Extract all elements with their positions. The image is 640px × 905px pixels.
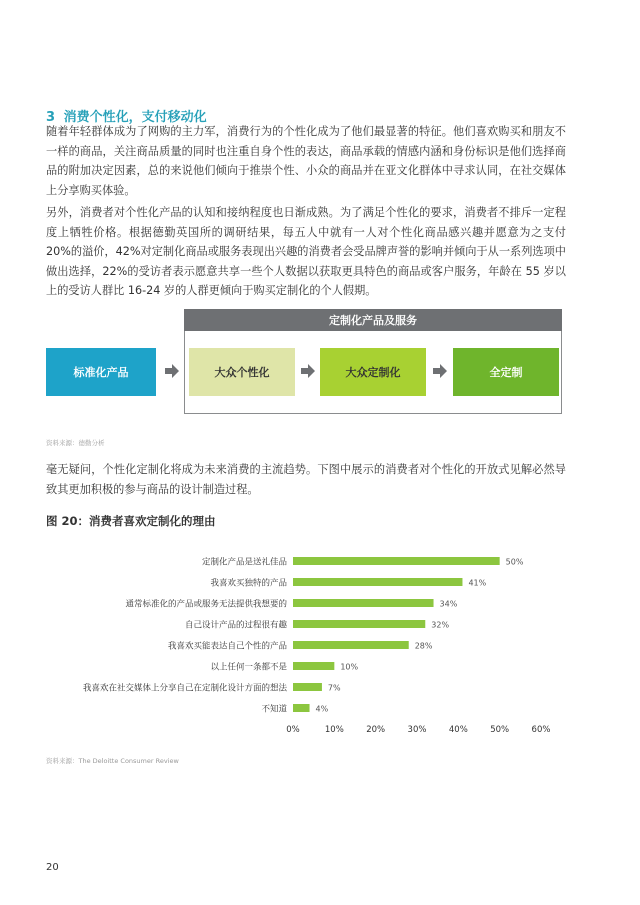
- page-number: 20: [46, 862, 59, 873]
- value-label: 4%: [315, 704, 329, 714]
- bar: [293, 662, 334, 670]
- diagram-box-mass-personalization: 大众个性化: [189, 348, 295, 396]
- x-tick-label: 40%: [448, 725, 468, 735]
- source-note-1: 资料来源：德勤分析: [46, 439, 105, 447]
- paragraph-3: 毫无疑问，个性化定制化将成为未来消费的主流趋势。下图中展示的消费者对个性化的开放式见解必然导致其更加积极的参与商品的设计制造过程。: [46, 463, 566, 496]
- value-label: 50%: [505, 557, 524, 567]
- arrow-right-icon: [432, 363, 448, 379]
- x-tick-label: 10%: [324, 725, 344, 735]
- diagram-box-mass-customization: 大众定制化: [320, 348, 426, 396]
- x-tick-label: 20%: [366, 725, 386, 735]
- value-label: 34%: [439, 599, 458, 609]
- value-label: 10%: [340, 662, 359, 672]
- category-label: 我喜欢买能表达自己个性的产品: [167, 641, 287, 652]
- bar: [293, 578, 462, 586]
- figure-title: 图 20：消费者喜欢定制化的理由: [46, 514, 216, 528]
- category-label: 我喜欢买独特的产品: [210, 578, 287, 589]
- value-label: 32%: [431, 620, 450, 630]
- bar: [293, 704, 310, 712]
- bar: [293, 641, 409, 649]
- value-label: 28%: [414, 641, 433, 651]
- paragraph-1: 随着年轻群体成为了网购的主力军，消费行为的个性化成为了他们最显著的特征。他们喜欢购买和朋友不一样的商品，关注商品质量的同时也注重自身个性的表达，商品承载的情感内涵和身份标识是他们选择商品的附加决定因素，总的来说他们倾向于推崇个性、小众的商品并在亚文化群体中寻求认同，在社交媒体上分享购买体验。: [46, 125, 566, 197]
- x-tick-label: 60%: [531, 725, 551, 735]
- bar: [293, 620, 425, 628]
- paragraph-2: 另外，消费者对个性化产品的认知和接纳程度也日渐成熟。为了满足个性化的要求，消费者不排斥一定程度上牺牲价格。根据德勤英国所的调研结果，每五人中就有一人对个性化商品感兴趣并愿意为之支付 20%的溢价，42%对定制化商品或服务表现出兴趣的消费者会受品牌声誉的影响并倾向于从一系列选项中做出选择，22%的受访者表示愿意共享一些个人数据以获取更具特色的商品或客户服务，年龄在 55 岁以上的受访人群比 16-24 岁的人群更倾向于购买定制化的个人假期。: [46, 206, 566, 297]
- section-title-text: 消费个性化，支付移动化: [63, 110, 207, 125]
- bar: [293, 557, 500, 565]
- x-tick-label: 50%: [490, 725, 510, 735]
- bar: [293, 599, 434, 607]
- bar: [293, 683, 322, 691]
- category-label: 以上任何一条都不是: [210, 662, 287, 673]
- category-label: 定制化产品是送礼佳品: [201, 557, 287, 568]
- arrow-right-icon: [300, 363, 316, 379]
- diagram-header: 定制化产品及服务: [184, 309, 562, 331]
- x-tick-label: 30%: [407, 725, 427, 735]
- category-label: 不知道: [261, 704, 287, 715]
- arrow-right-icon: [164, 363, 180, 379]
- x-tick-label: 0%: [286, 725, 300, 735]
- category-label: 我喜欢在社交媒体上分享自己在定制化设计方面的想法: [82, 683, 287, 694]
- source-note-2: 资料来源：The Deloitte Consumer Review: [46, 757, 179, 765]
- value-label: 41%: [468, 578, 487, 588]
- bar-chart: [0, 540, 640, 750]
- category-label: 通常标准化的产品或服务无法提供我想要的: [125, 599, 287, 610]
- category-label: 自己设计产品的过程很有趣: [184, 620, 287, 631]
- section-number: 3: [46, 110, 56, 125]
- diagram-box-full-customization: 全定制: [453, 348, 559, 396]
- diagram-box-standardized: 标准化产品: [46, 348, 156, 396]
- value-label: 7%: [327, 683, 341, 693]
